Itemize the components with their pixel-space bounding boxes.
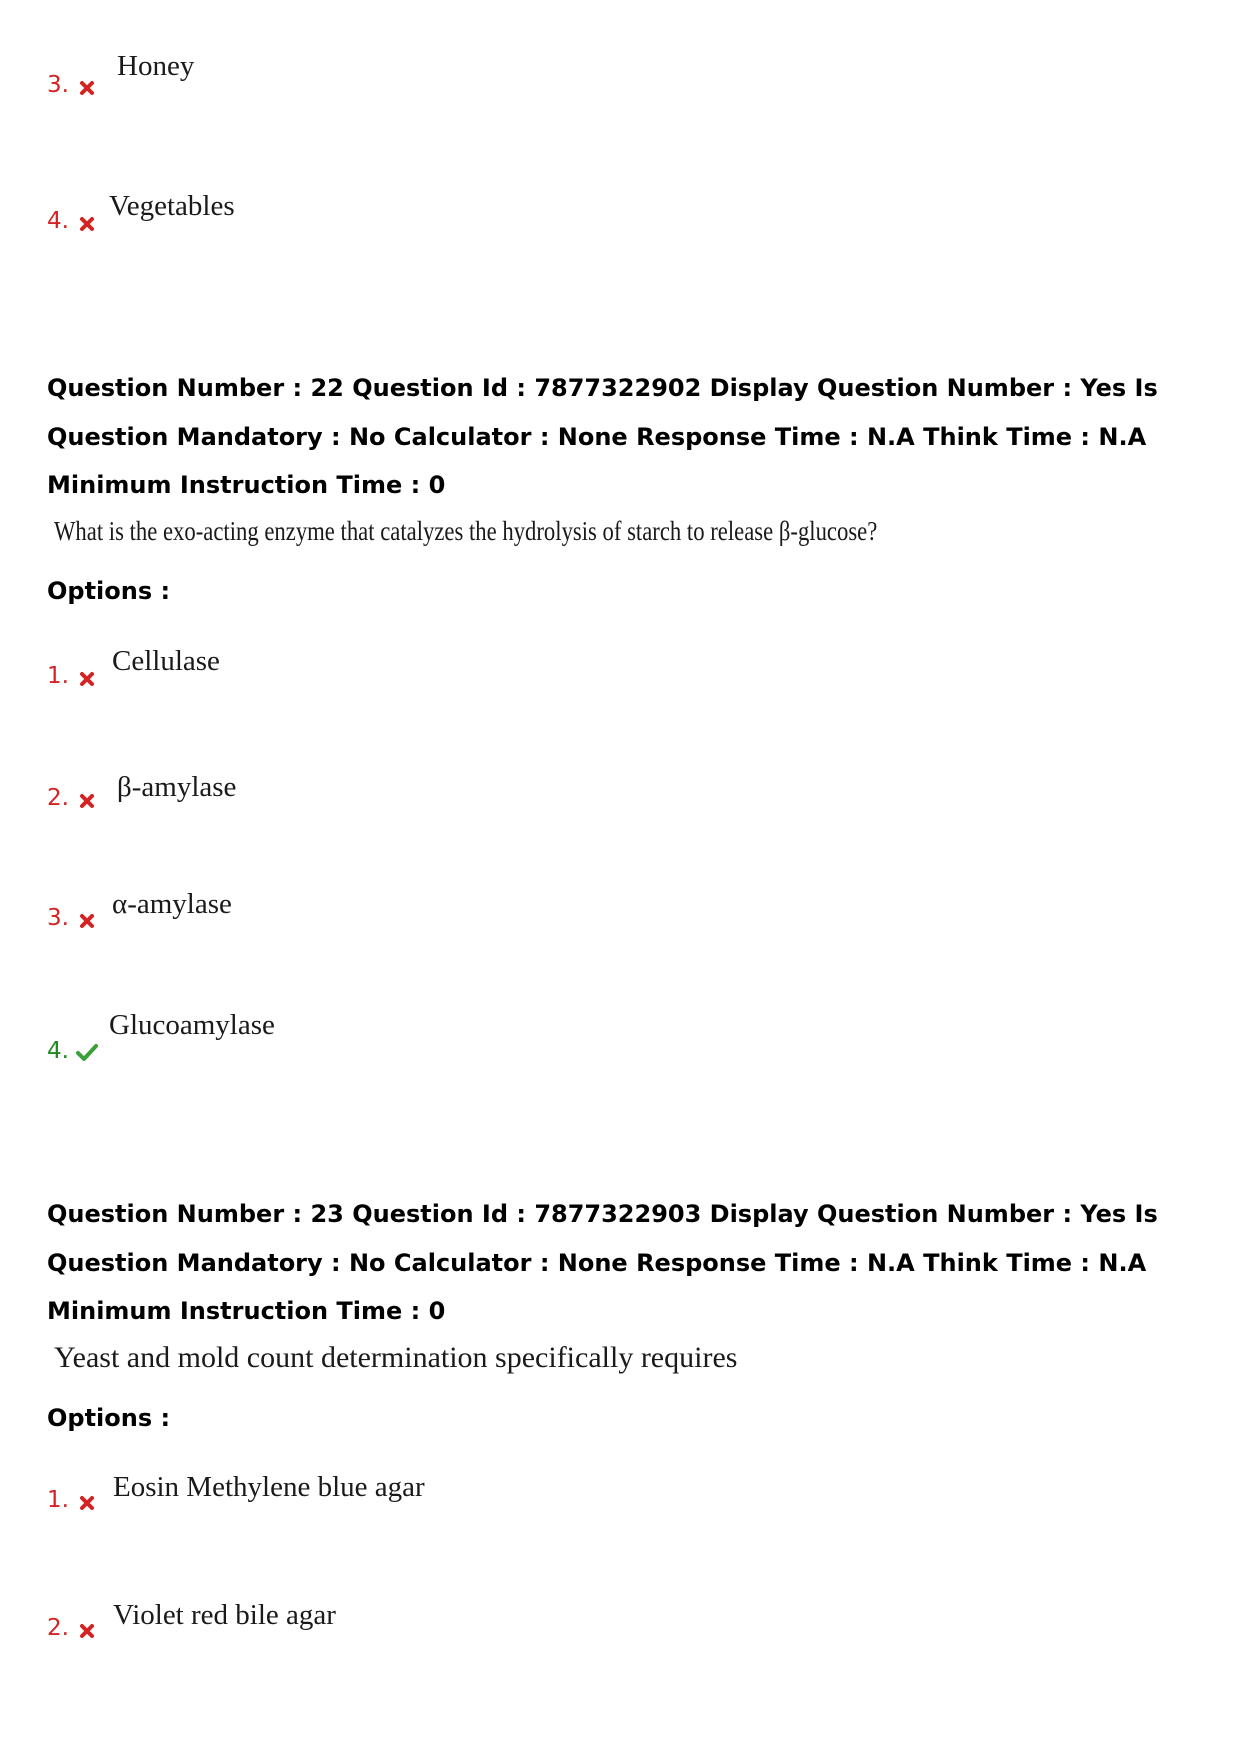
cross-icon	[78, 790, 98, 810]
question-meta: Question Number : 23 Question Id : 7877322903 Display Question Number : Yes Is Question Mandatory : No Calculator : None Response Time : N.A Think Time : N.A Minimum Instruction Time : 0	[47, 1200, 1158, 1325]
option-text: Vegetables	[109, 190, 235, 222]
option-text: β-amylase	[117, 771, 237, 803]
option-number: 4.	[47, 1038, 69, 1064]
option-number: 3.	[47, 72, 69, 98]
option-text: α-amylase	[112, 888, 232, 920]
option-number: 1.	[47, 1487, 69, 1513]
option-text: Violet red bile agar	[113, 1599, 336, 1631]
option-text: Cellulase	[112, 645, 220, 677]
option-text: Honey	[117, 50, 195, 82]
question-text: Yeast and mold count determination specifically requires	[54, 1341, 738, 1374]
option-number: 3.	[47, 905, 69, 931]
option-text: Glucoamylase	[109, 1009, 275, 1041]
cross-icon	[78, 668, 98, 688]
option-number: 2.	[47, 1615, 69, 1641]
question-meta: Question Number : 22 Question Id : 7877322902 Display Question Number : Yes Is Question Mandatory : No Calculator : None Response Time : N.A Think Time : N.A Minimum Instruction Time : 0	[47, 374, 1158, 499]
cross-icon	[78, 910, 98, 930]
option-number: 4.	[47, 208, 69, 234]
options-label: Options :	[47, 577, 171, 605]
option-text: Eosin Methylene blue agar	[113, 1471, 425, 1503]
options-label: Options :	[47, 1404, 171, 1432]
option-number: 2.	[47, 785, 69, 811]
cross-icon	[78, 1492, 98, 1512]
cross-icon	[78, 77, 98, 97]
check-icon	[75, 1041, 99, 1063]
cross-icon	[78, 213, 98, 233]
question-text: What is the exo-acting enzyme that catalyzes the hydrolysis of starch to release β-glucose?	[54, 516, 878, 546]
option-number: 1.	[47, 663, 69, 689]
cross-icon	[78, 1620, 98, 1640]
